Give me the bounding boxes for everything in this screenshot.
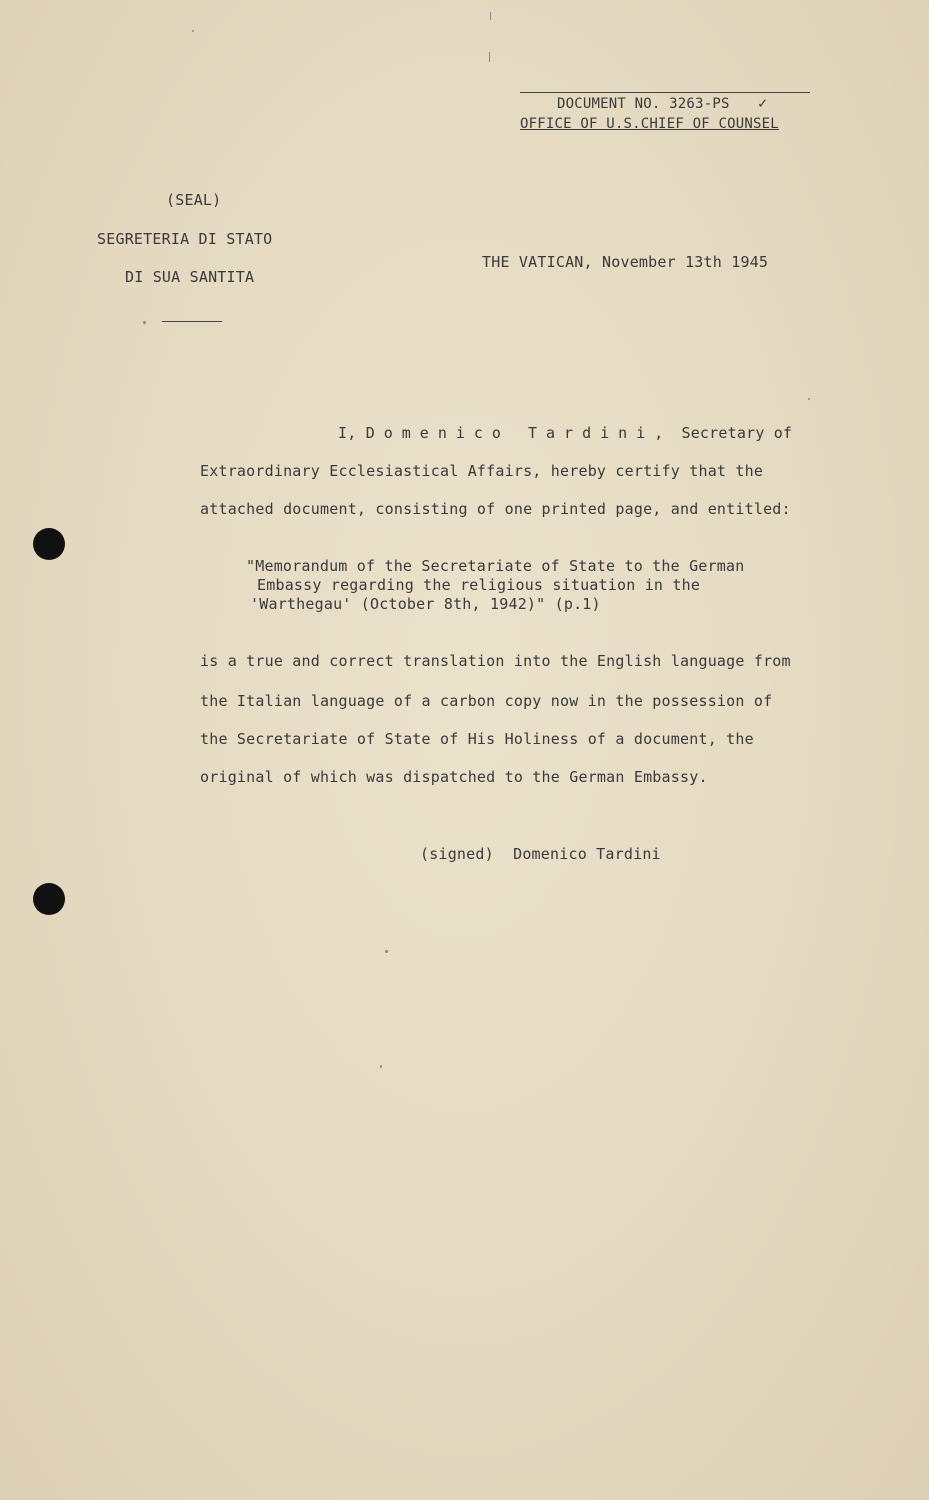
dateline: THE VATICAN, November 13th 1945 <box>482 253 769 271</box>
cert-line2: Extraordinary Ecclesiastical Affairs, hereby certify that the <box>200 462 764 480</box>
speck <box>489 52 490 62</box>
quoted-title-line3: 'Warthegau' (October 8th, 1942)" (p.1) <box>250 595 601 613</box>
punch-hole-top <box>33 528 65 560</box>
speck <box>808 398 810 400</box>
signature-label: (signed) <box>420 845 494 863</box>
body-line2: the Italian language of a carbon copy now in the possession of <box>200 692 773 710</box>
punch-hole-bottom <box>33 883 65 915</box>
letterhead-line1: SEGRETERIA DI STATO <box>97 230 273 248</box>
signature-line <box>420 845 661 863</box>
speck <box>380 1065 382 1068</box>
header-top-rule <box>520 92 810 93</box>
quoted-title-line1: "Memorandum of the Secretariate of State to the German <box>246 557 745 575</box>
seal-label: (SEAL) <box>166 191 222 209</box>
signature-name: Domenico Tardini <box>513 845 661 863</box>
certifier-name: Domenico Tardini, <box>365 424 673 442</box>
cert-intro-suffix: Secretary of <box>681 424 793 442</box>
letterhead-divider <box>162 321 222 322</box>
cert-line3: attached document, consisting of one printed page, and entitled: <box>200 500 791 518</box>
quoted-title-line2: Embassy regarding the religious situation in the <box>257 576 701 594</box>
cert-intro-prefix: I, <box>338 424 357 442</box>
body-line1: is a true and correct translation into the English language from <box>200 652 791 670</box>
cert-line1 <box>338 424 792 442</box>
check-mark: ✓ <box>758 94 768 112</box>
speck <box>143 321 146 324</box>
speck <box>490 12 491 20</box>
body-line4: original of which was dispatched to the German Embassy. <box>200 768 708 786</box>
office-line: OFFICE OF U.S.CHIEF OF COUNSEL <box>520 116 779 132</box>
body-line3: the Secretariate of State of His Holiness of a document, the <box>200 730 754 748</box>
speck <box>192 30 194 32</box>
letterhead-line2: DI SUA SANTITA <box>125 268 255 286</box>
document-number: DOCUMENT NO. 3263-PS <box>557 96 730 112</box>
speck <box>385 950 388 953</box>
